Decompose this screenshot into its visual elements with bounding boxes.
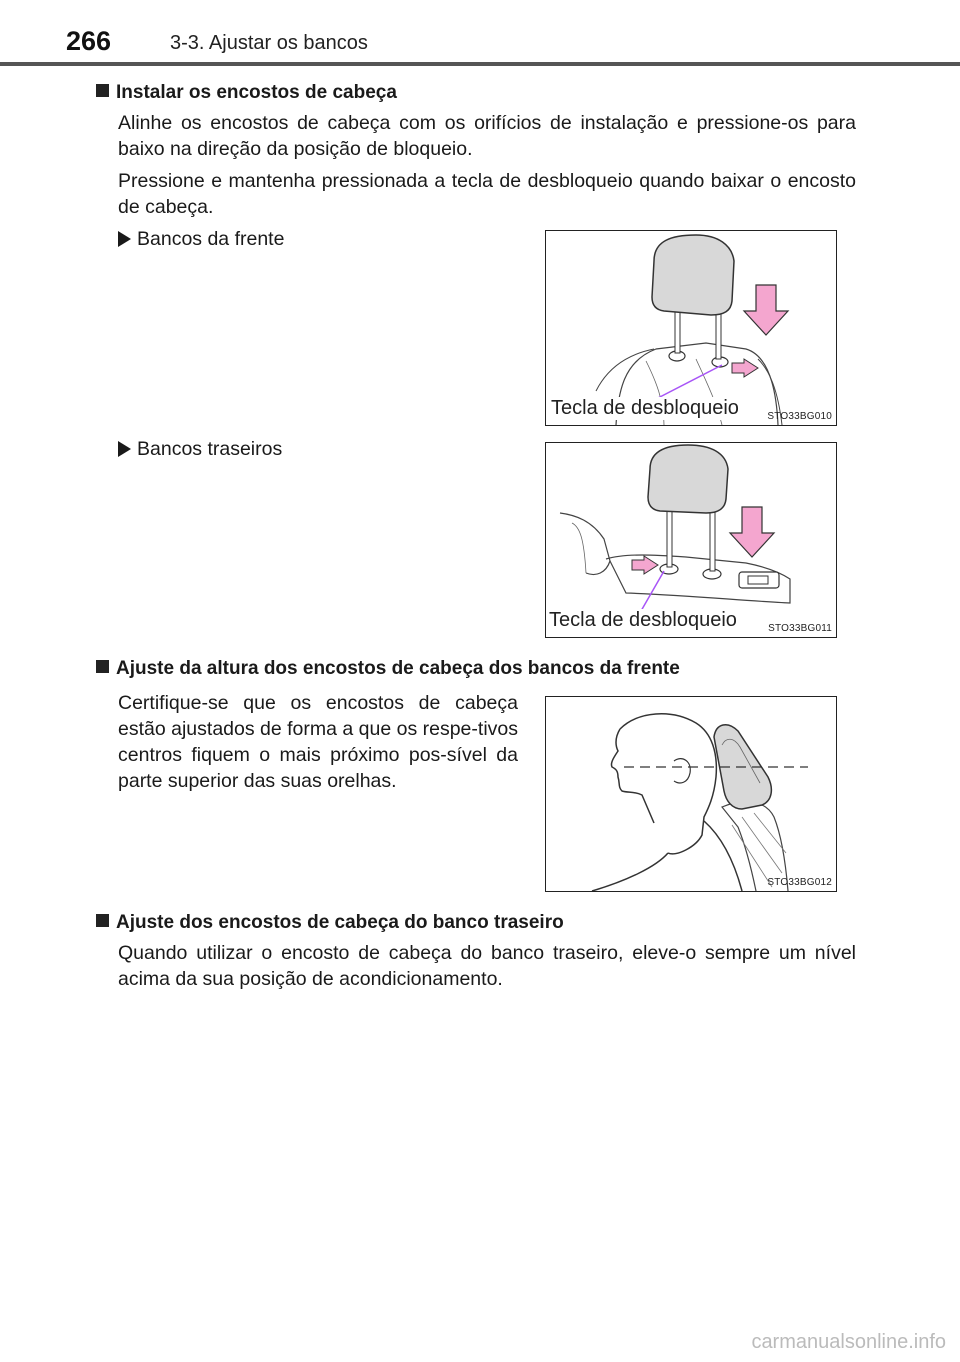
figure-rear-headrest: [545, 442, 837, 638]
rear-headrest-illustration: [546, 443, 836, 637]
rear-release-key-label: Tecla de desbloqueio: [546, 609, 740, 632]
page-header: [0, 0, 960, 66]
front-figure-code: STO33BG010: [767, 411, 832, 422]
front-seats-label: Bancos da frente: [118, 228, 284, 251]
section-heading-install: Instalar os encostos de cabeça: [96, 82, 397, 104]
square-bullet-icon: [96, 660, 109, 673]
figure-front-headrest: [545, 230, 837, 426]
rear-adjust-paragraph: Quando utilizar o encosto de cabeça do banco traseiro, eleve-o sempre um nível acima da sua posição de acondicionamento.: [118, 942, 856, 990]
section-heading-rear-adjust: Ajuste dos encostos de cabeça do banco traseiro: [96, 912, 564, 934]
watermark: carmanualsonline.info: [751, 1331, 946, 1353]
front-headrest-illustration: [546, 231, 836, 425]
figure-headrest-height: [545, 696, 837, 892]
chapter-title: 3-3. Ajustar os bancos: [170, 32, 368, 54]
square-bullet-icon: [96, 914, 109, 927]
page-number: 266: [66, 26, 112, 56]
triangle-bullet-icon: [118, 231, 131, 247]
square-bullet-icon: [96, 84, 109, 97]
install-paragraph-1: Alinhe os encostos de cabeça com os orifícios de instalação e pressione-os para baixo na direção da posição de bloqueio.: [118, 112, 856, 160]
front-release-key-label: Tecla de desbloqueio: [548, 397, 742, 420]
install-paragraph-2: Pressione e mantenha pressionada a tecla de desbloqueio quando baixar o encosto de cabeça.: [118, 170, 856, 218]
section-heading-front-height: Ajuste da altura dos encostos de cabeça dos bancos da frente: [96, 658, 680, 680]
rear-seats-label: Bancos traseiros: [118, 438, 282, 461]
header-divider: [0, 62, 960, 66]
triangle-bullet-icon: [118, 441, 131, 457]
front-height-paragraph: Certifique-se que os encostos de cabeça estão ajustados de forma a que os respe-tivos centros fiquem o mais próximo pos-sível da parte superior das suas orelhas.: [118, 692, 518, 792]
rear-figure-code: STO33BG011: [768, 623, 832, 634]
headrest-height-illustration: [546, 697, 836, 891]
height-figure-code: STO33BG012: [767, 877, 832, 888]
